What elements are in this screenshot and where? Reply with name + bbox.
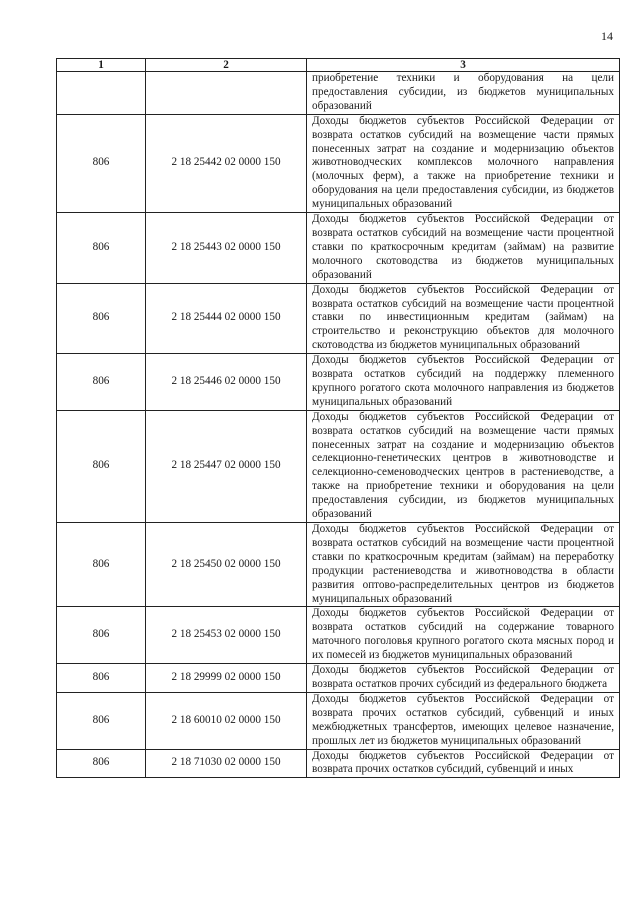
table-row [57,692,620,749]
budget-code-cell: 2 18 25453 02 0000 150 [146,607,307,664]
column-header-description: 3 [307,59,620,72]
description-cell: Доходы бюджетов субъектов Российской Федерации от возврата остатков субсидий на возмещение части процентной ставки по краткосрочным кредитам (займам) на развитие молочного скотоводства из бюджетов муниципальных образований [307,213,620,284]
admin-code-cell: 806 [57,523,146,607]
admin-code-cell: 806 [57,664,146,693]
description-cell: Доходы бюджетов субъектов Российской Федерации от возврата остатков субсидий на возмещение части процентной ставки по инвестиционным кредитам (займам) на строительство и реконструкцию объектов для молочного скотоводства из бюджетов муниципальных образований [307,283,620,354]
table-row [57,213,620,284]
budget-code-cell: 2 18 25447 02 0000 150 [146,410,307,522]
table-row [57,410,620,522]
description-cell: Доходы бюджетов субъектов Российской Федерации от возврата прочих остатков субсидий, субвенций и иных [307,749,620,778]
budget-code-cell: 2 18 60010 02 0000 150 [146,692,307,749]
budget-revenue-table [56,58,620,778]
table-row [57,523,620,607]
description-cell: Доходы бюджетов субъектов Российской Федерации от возврата остатков субсидий на поддержку племенного крупного рогатого скота молочного направления из бюджетов муниципальных образований [307,354,620,411]
admin-code-cell: 806 [57,213,146,284]
description-cell: Доходы бюджетов субъектов Российской Федерации от возврата остатков субсидий на содержание товарного маточного поголовья крупного рогатого скота мясных пород и их помесей из бюджетов муниципальных образований [307,607,620,664]
budget-code-cell: 2 18 25443 02 0000 150 [146,213,307,284]
table-row [57,354,620,411]
budget-code-cell: 2 18 71030 02 0000 150 [146,749,307,778]
budget-code-cell: 2 18 25446 02 0000 150 [146,354,307,411]
table-row [57,749,620,778]
admin-code-cell: 806 [57,410,146,522]
budget-code-cell: 2 18 25444 02 0000 150 [146,283,307,354]
admin-code-cell: 806 [57,354,146,411]
admin-code-cell: 806 [57,607,146,664]
column-header-admin: 1 [57,59,146,72]
table-row [57,283,620,354]
admin-code-cell: 806 [57,749,146,778]
description-cell: приобретение техники и оборудования на цели предоставления субсидии, из бюджетов муниципальных образований [307,72,620,115]
description-cell: Доходы бюджетов субъектов Российской Федерации от возврата прочих остатков субсидий, субвенций и иных межбюджетных трансфертов, имеющих целевое назначение, прошлых лет из бюджетов муниципальных образований [307,692,620,749]
table-row [57,114,620,212]
column-header-code: 2 [146,59,307,72]
description-cell: Доходы бюджетов субъектов Российской Федерации от возврата остатков субсидий на возмещение части прямых понесенных затрат на создание и модернизацию объектов животноводческих комплексов молочного направления (молочных ферм), а также на приобретение техники и оборудования на цели предоставления субсидии, из бюджетов муниципальных образований [307,114,620,212]
description-cell: Доходы бюджетов субъектов Российской Федерации от возврата остатков субсидий на возмещение части прямых понесенных затрат на создание и модернизацию объектов селекционно-генетических центров в животноводстве и селекционно-семеноводческих центров в растениеводстве, а также на приобретение техники и оборудования на цели предоставления субсидии, из бюджетов муниципальных образований [307,410,620,522]
description-cell: Доходы бюджетов субъектов Российской Федерации от возврата остатков прочих субсидий из федерального бюджета [307,664,620,693]
admin-code-cell [57,72,146,115]
budget-code-cell: 2 18 29999 02 0000 150 [146,664,307,693]
description-cell: Доходы бюджетов субъектов Российской Федерации от возврата остатков субсидий на возмещение части процентной ставки по краткосрочным кредитам (займам) на переработку продукции растениеводства и животноводства в области развития оптово-распределительных центров из бюджетов муниципальных образований [307,523,620,607]
budget-code-cell [146,72,307,115]
admin-code-cell: 806 [57,114,146,212]
table-header-row [57,59,620,72]
budget-code-cell: 2 18 25442 02 0000 150 [146,114,307,212]
budget-code-cell: 2 18 25450 02 0000 150 [146,523,307,607]
admin-code-cell: 806 [57,283,146,354]
table-row [57,72,620,115]
page-number: 14 [601,29,613,43]
table-row [57,664,620,693]
table-row [57,607,620,664]
admin-code-cell: 806 [57,692,146,749]
table-body [57,72,620,778]
